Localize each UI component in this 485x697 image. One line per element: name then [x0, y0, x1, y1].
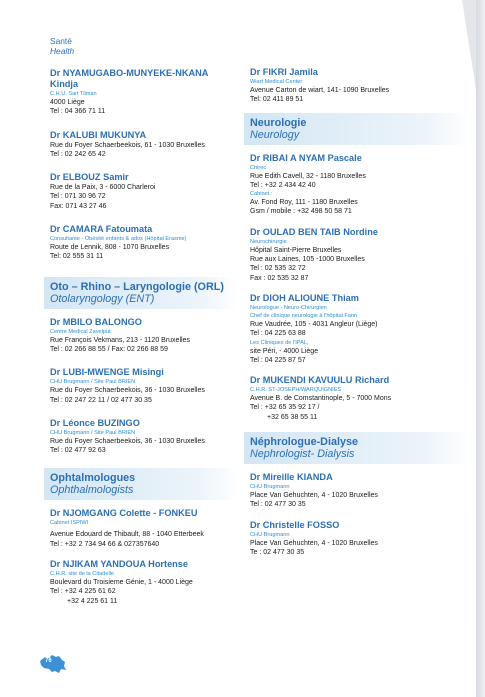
doctor-phone: Tel : 02 266 88 55 / Fax: 02 266 88 59: [50, 345, 168, 353]
section-header-orl: [44, 277, 238, 309]
doctor-mobile: Gsm / mobile : +32 498 50 58 71: [250, 208, 352, 216]
section-header-ophthalmology: [44, 468, 238, 500]
left-column: [50, 36, 238, 619]
doctor-entry: [250, 375, 470, 422]
doctor-address: Rue François Vekmans, 213 - 1120 Bruxelles: [50, 336, 190, 344]
doctor-phone: Tel : +32 65 35 92 17 /: [250, 404, 320, 412]
doctor-entry: [50, 508, 238, 549]
doctor-phone: Tel : 02 247 22 11 / 02 477 30 35: [50, 396, 152, 404]
section-title: Oto – Rhino – Laryngologie (ORL): [50, 280, 224, 293]
doctor-name: Dr NJIKAM YANDOUA Hortense: [50, 559, 189, 570]
section-title: Néphrologue-Dialyse: [250, 436, 358, 449]
section-subtitle: Neurology: [250, 128, 300, 141]
doctor-affiliation: Neurologue - Neuro-Chirurgien: [250, 304, 327, 311]
doctor-phone: Tel : 02 477 30 35: [250, 501, 306, 509]
doctor-entry: [250, 67, 470, 105]
belgium-map-icon: [38, 652, 68, 676]
doctor-affiliation: CHU Brugmann / Site Paul BRIEN: [50, 379, 136, 386]
section-subtitle: Ophthalmologists: [50, 484, 134, 497]
doctor-affiliation: Cabinet ISPIWI: [50, 520, 89, 527]
doctor-name: Dr LUBI-MWENGE Misingi: [50, 367, 164, 378]
doctor-entry: [250, 227, 470, 283]
doctor-entry: [250, 153, 470, 217]
doctor-entry: [50, 418, 238, 456]
doctor-affiliation: C.H.R. ST-JOSEPH/WARQUIGNIES: [250, 387, 342, 394]
doctor-phone: Tel : +32 2 434 42 40: [250, 181, 316, 189]
doctor-phone: Tel : 02 535 32 72: [250, 265, 306, 273]
doctor-address: Place Van Gehuchten, 4 - 1020 Bruxelles: [250, 492, 378, 500]
doctor-entry: [50, 367, 238, 405]
doctor-address: Rue du Foyer Schaerbeekois, 36 - 1030 Bruxelles: [50, 437, 205, 445]
doctor-affiliation: CHU Brugmann / Site Paul BRIEN: [50, 429, 136, 436]
doctor-phone: Tel: 02 411 89 51: [250, 96, 304, 104]
doctor-phone: Tel : +32 4 225 61 62: [50, 588, 116, 596]
doctor-name: Dr DIOH ALIOUNE Thiam: [250, 292, 359, 303]
doctor-affiliation: Neurochirurgie: [250, 238, 287, 245]
doctor-name: Dr CAMARA Fatoumata: [50, 224, 153, 235]
right-column: [250, 67, 470, 570]
section-title: Neurologie: [250, 116, 307, 129]
section-title: Ophtalmologues: [50, 472, 136, 485]
doctor-affiliation: Consultante - Obésité enfants & ados (Hôpital Erasme): [50, 236, 187, 243]
doctor-entry: [50, 68, 238, 117]
section-subtitle: Otolaryngology (ENT): [50, 292, 155, 305]
doctor-address: Route de Lennik, 808 - 1070 Bruxelles: [50, 244, 170, 252]
doctor-name: Dr OULAD BEN TAIB Nordine: [250, 226, 378, 237]
doctor-name: Dr KALUBI MUKUNYA: [50, 129, 147, 140]
doctor-entry: [50, 130, 238, 160]
doctor-affiliation: Wiart Medical Center: [250, 79, 303, 85]
doctor-phone: Tel : +32 2 734 94 66 & 027357640: [50, 540, 160, 548]
doctor-entry: [50, 559, 238, 606]
doctor-address: 4000 Liège: [50, 99, 85, 106]
doctor-name: Dr MUKENDI KAVUULU Richard: [250, 375, 390, 386]
doctor-entry: [250, 520, 470, 558]
doctor-phone: Tel : 071 30 96 72: [50, 193, 106, 201]
doctor-entry: [250, 293, 470, 365]
doctor-entry: [50, 224, 238, 262]
section-header-nephrology: [244, 432, 470, 464]
doctor-address: Rue du Foyer Schaerbeekois, 61 - 1030 Bruxelles: [50, 141, 205, 149]
doctor-phone-2: Tel : 04 225 87 57: [250, 356, 306, 364]
doctor-hospital: Hôpital Saint-Pierre Bruxelles: [250, 246, 342, 254]
doctor-address-2: site Péri, - 4000 Liège: [250, 347, 319, 355]
section-subtitle: Nephrologist- Dialysis: [250, 448, 355, 461]
doctor-affiliation: Centre Medical Zavelput: [50, 328, 111, 335]
doctor-entry: [250, 472, 470, 510]
doctor-name: Dr RIBAI A NYAM Pascale: [250, 152, 362, 163]
doctor-name: Dr NJOMGANG Colette - FONKEU: [50, 508, 198, 519]
doctor-address: Avenue Edouard de Thibault, 88 - 1040 Etterbeek: [50, 531, 204, 539]
doctor-fax: Fax: 071 43 27 46: [50, 202, 107, 210]
doctor-phone: Te : 02 477 30 35: [250, 548, 305, 556]
doctor-address: Avenue Carton de wiart, 141- 1090 Bruxelles: [250, 87, 390, 94]
doctor-address: Place Van Gehuchten, 4 - 1020 Bruxelles: [250, 539, 378, 547]
doctor-phone: Tel : 02 242 65 42: [50, 150, 106, 158]
doctor-fax: Fax : 02 535 32 87: [250, 274, 309, 282]
doctor-affiliation-2: Cabinet :: [250, 191, 273, 198]
doctor-affiliation: Chirec: [250, 164, 267, 171]
doctor-affiliation: C.H.R. site de la Citadelle: [50, 571, 115, 578]
doctor-phone: Tel : 04 366 71 11: [50, 108, 106, 116]
doctor-affiliation: CHU Brugmann: [250, 484, 290, 491]
doctor-name: Dr Mireille KIANDA: [250, 472, 333, 483]
doctor-address: Rue Edith Cavell, 32 - 1180 Bruxelles: [250, 172, 366, 180]
page-number: 76: [45, 658, 52, 664]
doctor-affiliation-b: Chef de clinique neurologie à l'hôpital Fann: [250, 312, 358, 319]
health-subtitle: Health: [50, 46, 75, 56]
health-title: Santé: [50, 36, 72, 46]
doctor-name: Dr Christelle FOSSO: [250, 519, 340, 530]
doctor-phone: Tel : 02 477 92 63: [50, 447, 106, 455]
section-header-neurology: [244, 113, 470, 145]
doctor-address: Rue de la Paix, 3 - 6000 Charleroi: [50, 184, 156, 192]
page-number-badge: [38, 652, 68, 676]
doctor-name: Dr MBILO BALONGO: [50, 316, 142, 327]
doctor-address: Rue aux Laines, 105 -1000 Bruxelles: [250, 256, 365, 264]
doctor-phone-alt: +32 4 225 61 11: [67, 597, 118, 605]
doctor-address: Rue Vaudrée, 105 - 4031 Angleur (Liège): [250, 320, 378, 328]
page-edge: [476, 0, 485, 697]
doctor-affiliation-2: Les Cliniques de l'IPAL,: [250, 339, 309, 346]
doctor-name: Dr Léonce BUZINGO: [50, 417, 140, 428]
doctor-entry: [50, 172, 238, 211]
doctor-address-2: Av. Fond Roy, 111 - 1180 Bruxelles: [250, 199, 358, 207]
doctor-entry: [50, 317, 238, 355]
doctor-phone-alt: +32 65 38 55 11: [267, 413, 318, 421]
doctor-name: Dr ELBOUZ Samir: [50, 172, 129, 183]
doctor-name: Dr NYAMUGABO-MUNYEKE-NKANA Kindja: [50, 68, 209, 89]
doctor-address: Boulevard du Troisieme Génie, 1 - 4000 Liège: [50, 579, 193, 587]
doctor-phone: Tel : 04 225 63 88: [250, 330, 306, 338]
doctor-name: Dr FIKRI Jamila: [250, 67, 318, 77]
doctor-address: Rue du Foyer Schaerbeekois, 36 - 1030 Bruxelles: [50, 387, 205, 395]
doctor-affiliation: CHU Brugmann: [250, 531, 290, 538]
doctor-affiliation: C.H.U. Sart Tilman: [50, 91, 97, 97]
doctor-address: Avenue B. de Comstantinople, 5 - 7000 Mons: [250, 395, 392, 403]
doctor-phone: Tel: 02 555 31 11: [50, 253, 104, 261]
